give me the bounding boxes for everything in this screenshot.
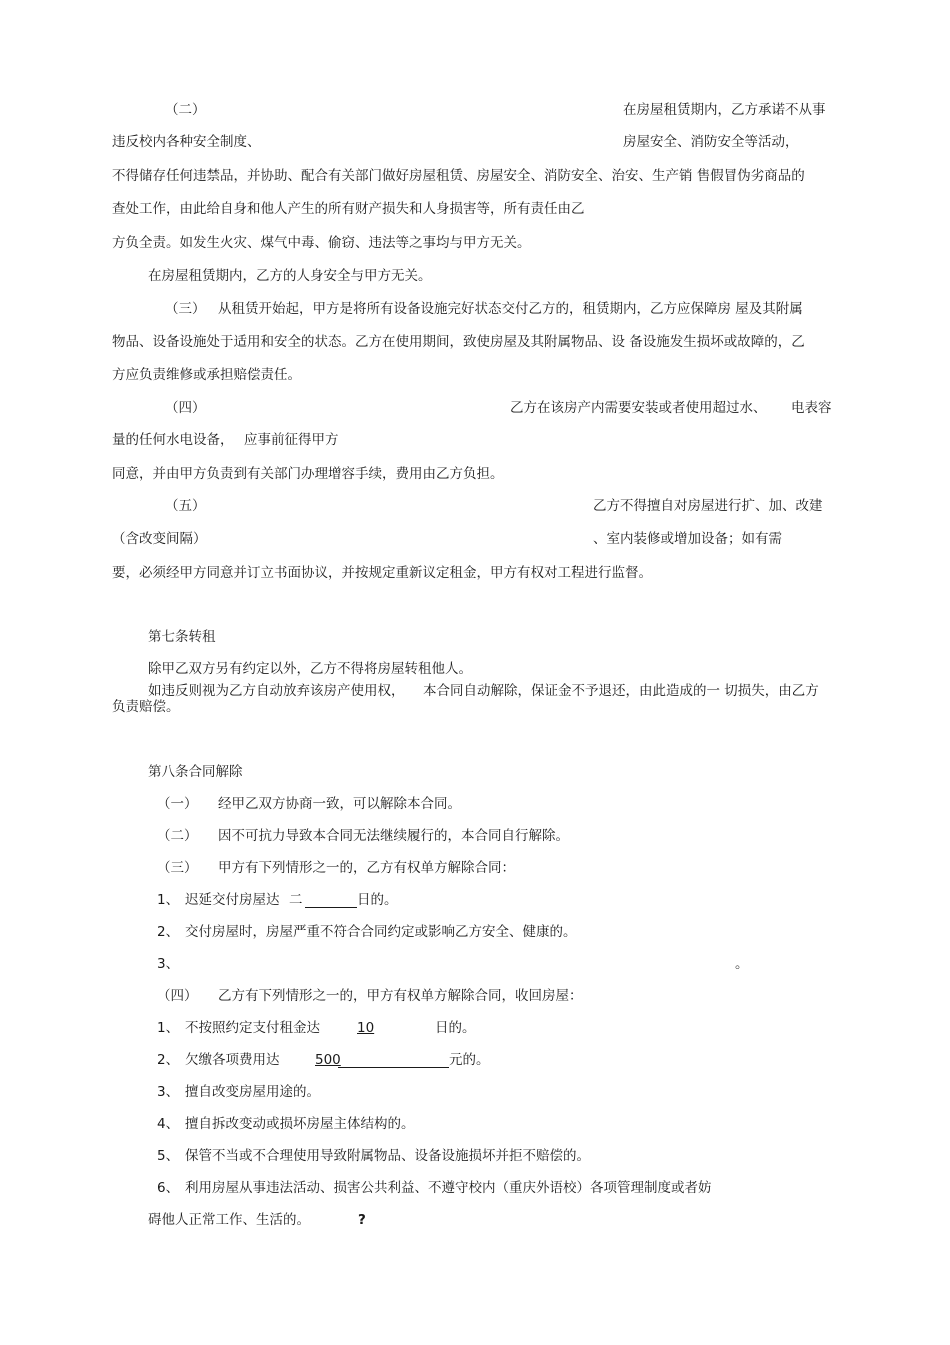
subitem-text: 日的。 (435, 1020, 476, 1036)
paragraph: 本合同自动解除，保证金不予退还，由此造成的一 切损失，由乙方 (423, 683, 819, 699)
subitem-text: ? (358, 1212, 366, 1228)
item-text: 因不可抗力导致本合同无法继续履行的，本合同自行解除。 (218, 828, 569, 844)
item-number: （一） (157, 796, 198, 812)
clause-text: 在房屋租赁期内，乙方承诺不从事 (623, 102, 826, 118)
subitem-text: 。 (735, 956, 749, 972)
clause-number: （二） (165, 102, 206, 118)
clause-text: 电表容 (791, 400, 832, 416)
clause-text: 物品、设备设施处于适用和安全的状态。乙方在使用期间，致使房屋及其附属物品、设 备设施发生损坏或故障的，乙 (112, 334, 805, 350)
clause-text: 房屋安全、消防安全等活动， (623, 134, 799, 150)
clause-text: 同意，并由甲方负责到有关部门办理增容手续，费用由乙方负担。 (112, 466, 504, 482)
item-number: （三） (157, 860, 198, 876)
clause-text: （含改变间隔） (112, 531, 207, 547)
clause-text: 量的任何水电设备， (112, 432, 234, 448)
subitem-text: 碍他人正常工作、生活的。 (148, 1212, 310, 1228)
subitem-number: 3、 (157, 956, 180, 972)
filled-value: 500 (315, 1052, 341, 1068)
clause-text: 应事前征得甲方 (244, 432, 339, 448)
clause-number: （五） (165, 498, 206, 514)
clause-number: （四） (165, 400, 206, 416)
clause-text: 乙方在该房产内需要安装或者使用超过水、 (510, 400, 767, 416)
item-number: （四） (157, 988, 198, 1004)
subitem-number: 5、 (157, 1148, 180, 1164)
article-title: 第七条转租 (148, 629, 216, 645)
subitem-text: 擅自改变房屋用途的。 (185, 1084, 320, 1100)
paragraph: 除甲乙双方另有约定以外，乙方不得将房屋转租他人。 (148, 661, 472, 677)
paragraph: 如违反则视为乙方自动放弃该房产使用权， (148, 683, 405, 699)
subitem-text: 二 (289, 892, 303, 908)
fill-blank-line (338, 1053, 449, 1068)
subitem-number: 4、 (157, 1116, 180, 1132)
clause-text: 方负全责。如发生火灾、煤气中毒、偷窃、违法等之事均与甲方无关。 (112, 235, 531, 251)
subitem-text: 欠缴各项费用达 (185, 1052, 280, 1068)
subitem-text: 保管不当或不合理使用导致附属物品、设备设施损坏并拒不赔偿的。 (185, 1148, 590, 1164)
subitem-text: 交付房屋时，房屋严重不符合合同约定或影响乙方安全、健康的。 (185, 924, 577, 940)
subitem-text: 日的。 (357, 892, 398, 908)
subitem-number: 2、 (157, 924, 180, 940)
subitem-text: 元的。 (449, 1052, 490, 1068)
fill-blank-line (305, 893, 357, 908)
clause-number: （三） (165, 301, 206, 317)
item-text: 乙方有下列情形之一的，甲方有权单方解除合同，收回房屋： (218, 988, 583, 1004)
subitem-text: 不按照约定支付租金达 (185, 1020, 320, 1036)
clause-text: 、室内装修或增加设备；如有需 (593, 531, 782, 547)
subitem-number: 1、 (157, 1020, 180, 1036)
article-title: 第八条合同解除 (148, 764, 243, 780)
filled-value: 10 (357, 1020, 375, 1036)
clause-text: 查处工作，由此给自身和他人产生的所有财产损失和人身损害等，所有责任由乙 (112, 201, 585, 217)
paragraph: 负责赔偿。 (112, 699, 180, 715)
item-text: 经甲乙双方协商一致，可以解除本合同。 (218, 796, 461, 812)
item-number: （二） (157, 828, 198, 844)
subitem-number: 2、 (157, 1052, 180, 1068)
clause-text: 在房屋租赁期内，乙方的人身安全与甲方无关。 (148, 268, 432, 284)
item-text: 甲方有下列情形之一的，乙方有权单方解除合同： (218, 860, 515, 876)
clause-text: 要，必须经甲方同意并订立书面协议，并按规定重新议定租金，甲方有权对工程进行监督。 (112, 565, 652, 581)
subitem-text: 利用房屋从事违法活动、损害公共利益、不遵守校内（重庆外语校）各项管理制度或者妨 (185, 1180, 712, 1196)
clause-text: 不得储存任何违禁品，并协助、配合有关部门做好房屋租赁、房屋安全、消防安全、治安、生产销 售假冒伪劣商品的 (112, 168, 805, 184)
subitem-text: 迟延交付房屋达 (185, 892, 280, 908)
subitem-number: 3、 (157, 1084, 180, 1100)
clause-text: 从租赁开始起，甲方是将所有设备设施完好状态交付乙方的，租赁期内，乙方应保障房 屋及其附属 (218, 301, 803, 317)
subitem-text: 擅自拆改变动或损坏房屋主体结构的。 (185, 1116, 415, 1132)
subitem-number: 6、 (157, 1180, 180, 1196)
clause-text: 方应负责维修或承担赔偿责任。 (112, 367, 301, 383)
clause-text: 乙方不得擅自对房屋进行扩、加、改建 (593, 498, 823, 514)
clause-text: 违反校内各种安全制度、 (112, 134, 261, 150)
subitem-number: 1、 (157, 892, 180, 908)
